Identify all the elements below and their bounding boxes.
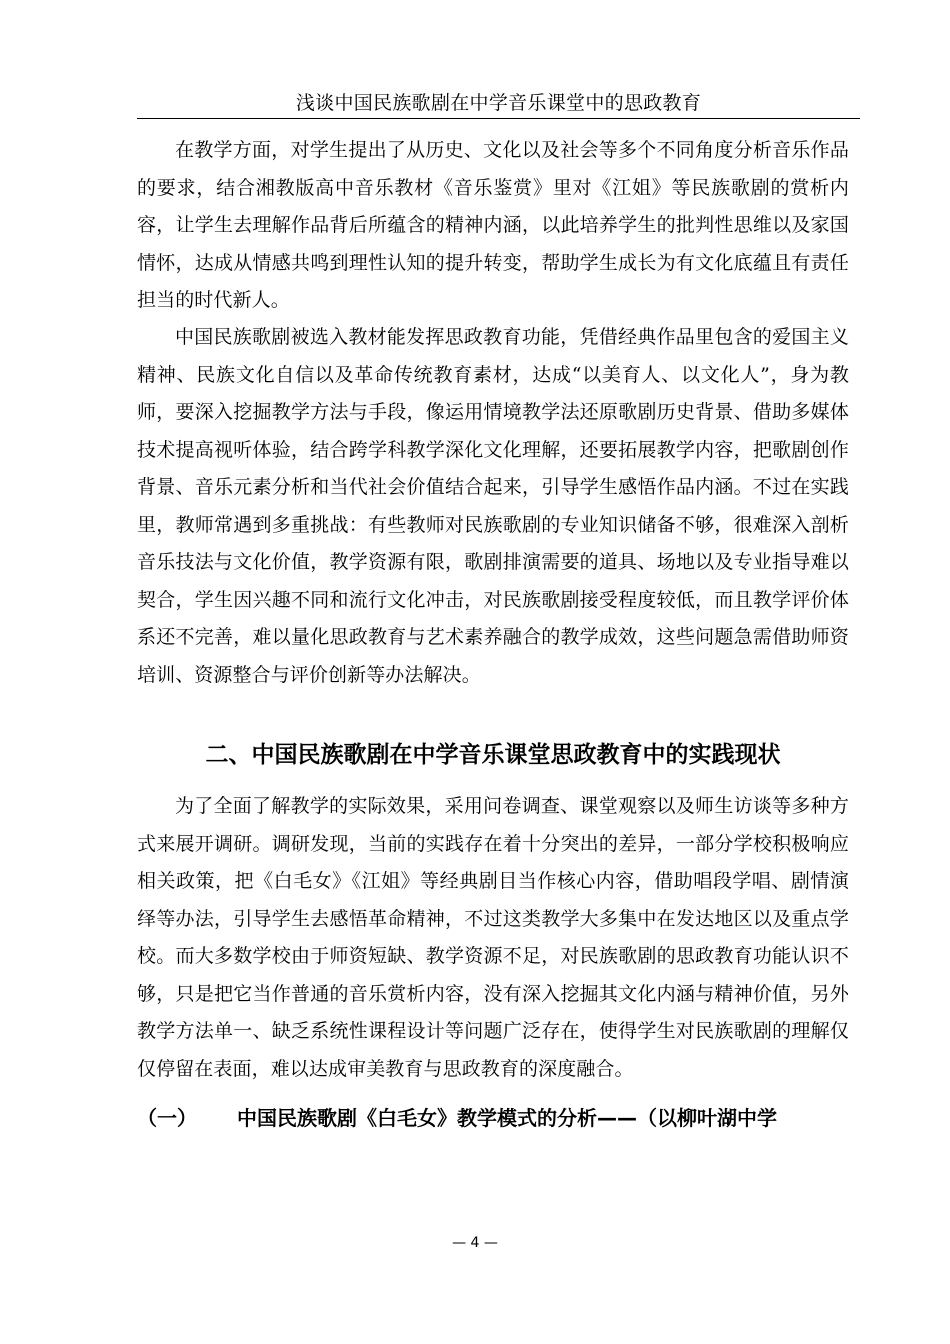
- subsection-heading-1: [137, 1100, 877, 1136]
- body-paragraph-3: 为了全面了解教学的实际效果，采用问卷调查、课堂观察以及师生访谈等多种方式来展开调研。调研发现，当前的实践存在着十分突出的差异，一部分学校积极响应相关政策，把《白毛女》《江姐》等经典剧目当作核心内容，借助唱段学唱、剧情演绎等办法，引导学生去感悟革命精神，不过这类教学大多集中在发达地区以及重点学校。而大多数学校由于师资短缺、教学资源不足，对民族歌剧的思政教育功能认识不够，只是把它当作普通的音乐赏析内容，没有深入挖掘其文化内涵与精神价值，另外教学方法单一、缺乏系统性课程设计等问题广泛存在，使得学生对民族歌剧的理解仅仅停留在表面，难以达成审美教育与思政教育的深度融合。: [137, 795, 849, 1080]
- subsection-title: 中国民族歌剧《白毛女》教学模式的分析——（以柳叶湖中学: [237, 1106, 777, 1130]
- running-header: 浅谈中国民族歌剧在中学音乐课堂中的思政教育: [137, 88, 860, 119]
- subsection-number: （一）: [137, 1106, 197, 1130]
- page-number: — 4 —: [452, 1235, 498, 1251]
- section-heading-2: 二、中国民族歌剧在中学音乐课堂思政教育中的实践现状: [205, 742, 781, 768]
- body-paragraph-2: 中国民族歌剧被选入教材能发挥思政教育功能，凭借经典作品里包含的爱国主义精神、民族文化自信以及革命传统教育素材，达成“以美育人、以文化人”，身为教师，要深入挖掘教学方法与手段，像运用情境教学法还原歌剧历史背景、借助多媒体技术提高视听体验，结合跨学科教学深化文化理解，还要拓展教学内容，把歌剧创作背景、音乐元素分析和当代社会价值结合起来，引导学生感悟作品内涵。不过在实践里，教师常遇到多重挑战：有些教师对民族歌剧的专业知识储备不够，很难深入剖析音乐技法与文化价值，教学资源有限，歌剧排演需要的道具、场地以及专业指导难以契合，学生因兴趣不同和流行文化冲击，对民族歌剧接受程度较低，而且教学评价体系还不完善，难以量化思政教育与艺术素养融合的教学成效，这些问题急需借助师资培训、资源整合与评价创新等办法解决。: [137, 326, 849, 686]
- body-paragraph-1: 在教学方面，对学生提出了从历史、文化以及社会等多个不同角度分析音乐作品的要求，结合湘教版高中音乐教材《音乐鉴赏》里对《江姐》等民族歌剧的赏析内容，让学生去理解作品背后所蕴含的精神内涵，以此培养学生的批判性思维以及家国情怀，达成从情感共鸣到理性认知的提升转变，帮助学生成长为有文化底蕴且有责任担当的时代新人。: [137, 139, 849, 311]
